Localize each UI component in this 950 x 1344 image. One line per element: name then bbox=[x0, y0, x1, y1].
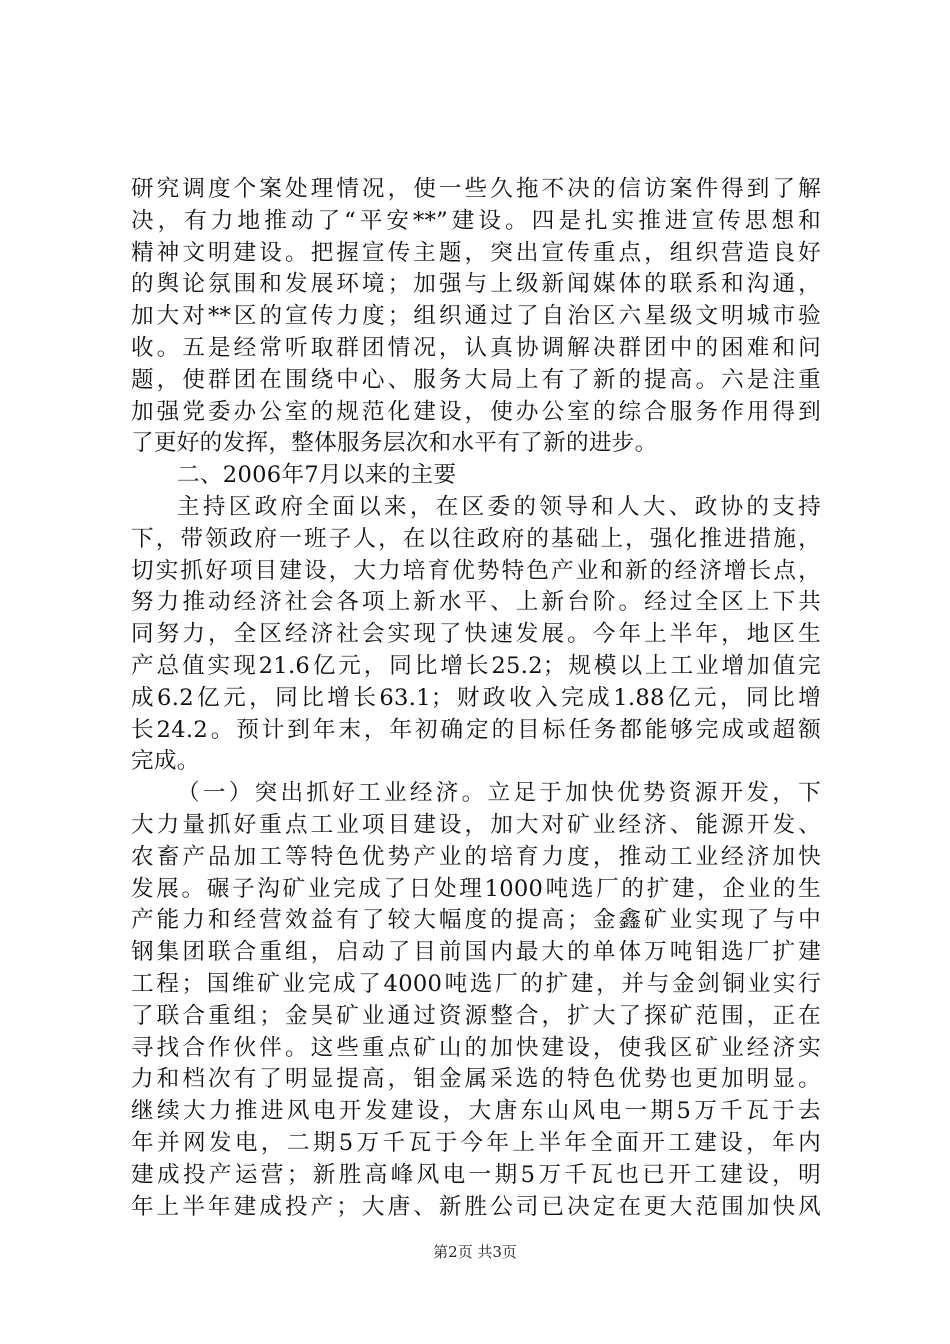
text-line: 成6.2亿元，同比增长63.1；财政收入完成1.88亿元，同比增 bbox=[131, 684, 821, 711]
text-line: 产能力和经营效益有了较大幅度的提高；金鑫矿业实现了与中 bbox=[131, 907, 821, 934]
text-line: 大力量抓好重点工业项目建设，加大对矿业经济、能源开发、 bbox=[131, 811, 821, 838]
text-line: 了更好的发挥，整体服务层次和水平有了新的进步。 bbox=[131, 430, 658, 457]
text-line: 的舆论氛围和发展环境；加强与上级新闻媒体的联系和沟通， bbox=[131, 271, 821, 298]
text-line: 了联合重组；金昊矿业通过资源整合，扩大了探矿范围，正在 bbox=[131, 1002, 821, 1029]
text-line: 年上半年建成投产；大唐、新胜公司已决定在更大范围加快风 bbox=[131, 1193, 821, 1220]
text-line: 建成投产运营；新胜高峰风电一期5万千瓦也已开工建设，明 bbox=[131, 1161, 821, 1188]
text-line: 收。五是经常听取群团情况，认真协调解决群团中的困难和问 bbox=[131, 334, 821, 361]
text-line: 继续大力推进风电开发建设，大唐东山风电一期5万千瓦于去 bbox=[131, 1098, 821, 1125]
text-line: 加大对**区的宣传力度；组织通过了自治区六星级文明城市验 bbox=[131, 303, 821, 330]
text-line: 完成。 bbox=[131, 748, 200, 775]
text-line: 二、2006年7月以来的主要 bbox=[177, 462, 457, 489]
text-line: 切实抓好项目建设，大力培育优势特色产业和新的经济增长点， bbox=[131, 557, 821, 584]
text-line: 加强党委办公室的规范化建设，使办公室的综合服务作用得到 bbox=[131, 398, 821, 425]
text-line: 同努力，全区经济社会实现了快速发展。今年上半年，地区生 bbox=[131, 621, 821, 648]
text-line: 长24.2。预计到年末，年初确定的目标任务都能够完成或超额 bbox=[131, 716, 821, 743]
text-line: 力和档次有了明显提高，钼金属采选的特色优势也更加明显。 bbox=[131, 1066, 821, 1093]
text-line: 工程；国维矿业完成了4000吨选厂的扩建，并与金剑铜业实行 bbox=[131, 970, 821, 997]
text-line: 农畜产品加工等特色优势产业的培育力度，推动工业经济加快 bbox=[131, 843, 821, 870]
text-line: 题，使群团在围绕中心、服务大局上有了新的提高。六是注重 bbox=[131, 366, 821, 393]
text-line: 努力推动经济社会各项上新水平、上新台阶。经过全区上下共 bbox=[131, 589, 821, 616]
text-line: 发展。碾子沟矿业完成了日处理1000吨选厂的扩建，企业的生 bbox=[131, 875, 821, 902]
text-line: 决，有力地推动了“平安**”建设。四是扎实推进宣传思想和 bbox=[131, 207, 821, 234]
page-footer: 第2页 共3页 bbox=[433, 1243, 517, 1261]
document-body bbox=[131, 174, 821, 1223]
text-line: 主持区政府全面以来，在区委的领导和人大、政协的支持 bbox=[177, 493, 821, 520]
text-line: 产总值实现21.6亿元，同比增长25.2；规模以上工业增加值完 bbox=[131, 652, 821, 679]
text-line: 精神文明建设。把握宣传主题，突出宣传重点，组织营造良好 bbox=[131, 239, 821, 266]
text-line: 钢集团联合重组，启动了目前国内最大的单体万吨钼选厂扩建 bbox=[131, 939, 821, 966]
text-line: 下，带领政府一班子人，在以往政府的基础上，强化推进措施， bbox=[131, 525, 821, 552]
text-line: （一）突出抓好工业经济。立足于加快优势资源开发，下 bbox=[177, 780, 821, 807]
text-line: 研究调度个案处理情况，使一些久拖不决的信访案件得到了解 bbox=[131, 176, 821, 202]
text-line: 年并网发电，二期5万千瓦于今年上半年全面开工建设，年内 bbox=[131, 1129, 821, 1156]
text-line: 寻找合作伙伴。这些重点矿山的加快建设，使我区矿业经济实 bbox=[131, 1034, 821, 1061]
